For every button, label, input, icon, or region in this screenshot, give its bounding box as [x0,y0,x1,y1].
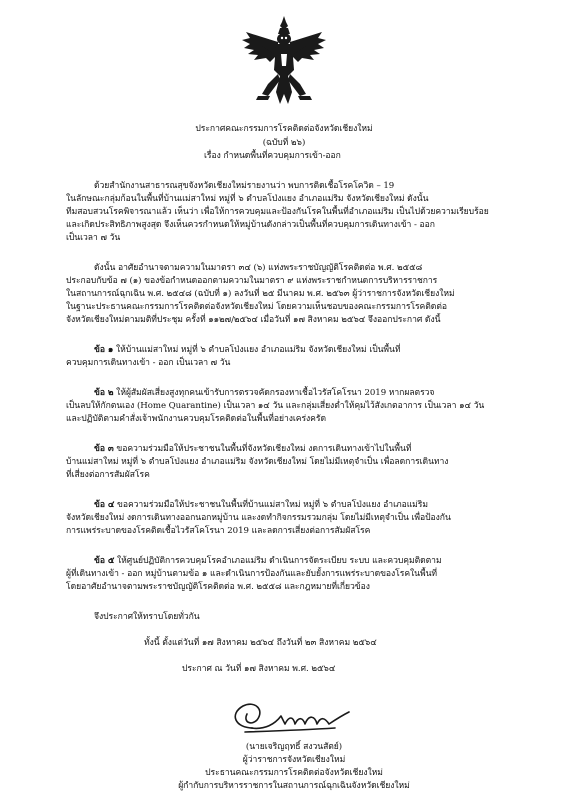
paragraph-2-line-3: ในสถานการณ์ฉุกเฉิน พ.ศ. ๒๕๔๘ (ฉบับที่ ๑) ลงวันที่ ๒๕ มีนาคม พ.ศ. ๒๕๖๓ ผู้ว่าราชการจังหวัดเชียงใหม่ [66,289,455,299]
announcement-title: ประกาศคณะกรรมการโรคติดต่อจังหวัดเชียงใหม่ [195,124,373,134]
signatory-position-2: ประธานคณะกรรมการโรคติดต่อจังหวัดเชียงใหม่ [205,768,383,778]
paragraph-2-line-4: ในฐานะประธานคณะกรรมการโรคติดต่อจังหวัดเชียงใหม่ โดยความเห็นชอบของคณะกรรมการโรคติดต่อ [66,302,447,312]
clause-4-line-3: การแพร่ระบาดของโรคติดเชื้อไวรัสโคโรนา 2019 และลดการเสี่ยงต่อการสัมผัสโรค [66,526,371,536]
paragraph-1-line-4: และเกิดประสิทธิภาพสูงสุด จึงเห็นควรกำหนดให้หมู่บ้านดังกล่าวเป็นพื้นที่ควบคุมการเดินทางเข้า - ออก [66,220,435,230]
clause-4-line-1: ข้อ ๔ ขอความร่วมมือให้ประชาชนในพื้นที่บ้านแม่สาใหม่ หมู่ที่ ๖ ตำบลโป่งแยง อำเภอแม่ริม [94,500,428,510]
signatory-position-1: ผู้ว่าราชการจังหวัดเชียงใหม่ [242,755,346,765]
clause-1-line-2: ควบคุมการเดินทางเข้า - ออก เป็นเวลา ๗ วัน [66,358,231,368]
paragraph-1-line-3: ทีมสอบสวนโรคพิจารณาแล้ว เห็นว่า เพื่อให้การควบคุมและป้องกันโรคในพื้นที่อำเภอแม่ริม เป็นไปด้วยความเรียบร้อย [66,207,489,217]
clause-2-line-3: และปฏิบัติตามคำสั่งเจ้าพนักงานควบคุมโรคติดต่อในพื้นที่อย่างเคร่งครัด [66,414,326,424]
paragraph-1-line-5: เป็นเวลา ๗ วัน [66,233,121,243]
clause-1-line-1: ข้อ ๑ ให้บ้านแม่สาใหม่ หมู่ที่ ๖ ตำบลโป่งแยง อำเภอแม่ริม จังหวัดเชียงใหม่ เป็นพื้นที่ [94,345,401,355]
signatory-name: (นายเจริญฤทธิ์ สงวนสัตย์) [245,742,343,752]
paragraph-2-line-2: ประกอบกับข้อ ๗ (๑) ของข้อกำหนดออกตามความในมาตรา ๙ แห่งพระราชกำหนดการบริหารราชการ [66,276,438,286]
paragraph-2-line-1: ดังนั้น อาศัยอำนาจตามความในมาตรา ๓๔ (๖) แห่งพระราชบัญญัติโรคติดต่อ พ.ศ. ๒๕๕๘ [94,263,423,273]
clause-3-label: ข้อ ๓ [94,444,114,454]
clause-2-line-1: ข้อ ๒ ให้ผู้สัมผัสเสี่ยงสูงทุกคนเข้ารับการตรวจคัดกรองหาเชื้อไวรัสโคโรนา 2019 หากผลตรวจ [94,388,435,398]
clause-3-line-2: บ้านแม่สาใหม่ หมู่ที่ ๖ ตำบลโป่งแยง อำเภอแม่ริม จังหวัดเชียงใหม่ โดยไม่มีเหตุจำเป็น เพื่อลดการเดินทาง [66,457,449,467]
clause-3-line-3: ที่เสี่ยงต่อการสัมผัสโรค [66,470,150,480]
clause-2-label: ข้อ ๒ [94,388,114,398]
clause-4-line-2: จังหวัดเชียงใหม่ งดการเดินทางออกนอกหมู่บ้าน และงดทำกิจกรรมรวมกลุ่ม โดยไม่มีเหตุจำเป็น เพื่อป้องกัน [66,513,451,523]
paragraph-1-line-1: ด้วยสำนักงานสาธารณสุขจังหวัดเชียงใหม่รายงานว่า พบการติดเชื้อโรคโควิด – 19 [94,181,395,191]
paragraph-1-line-2: ในลักษณะกลุ่มก้อนในพื้นที่บ้านแม่สาใหม่ หมู่ที่ ๖ ตำบลโป่งแยง อำเภอแม่ริม จังหวัดเชียงใหม่ ดังนั้น [66,194,429,204]
clause-4-label: ข้อ ๔ [94,500,115,510]
clause-1-label: ข้อ ๑ [94,345,114,355]
garuda-emblem-icon [240,14,328,106]
paragraph-2-line-5: จังหวัดเชียงใหม่ตามมติที่ประชุม ครั้งที่ ๑๑๒๗/๒๕๖๔ เมื่อวันที่ ๑๗ สิงหาคม ๒๕๖๔ จึงออกประกาศ ดังนี้ [66,315,441,325]
announcement-number: (ฉบับที่ ๒๖) [262,138,306,148]
clause-2-line-2: เป็นลบให้กักตนเอง (Home Quarantine) เป็นเวลา ๑๔ วัน และกลุ่มเสี่ยงต่ำให้คุมไว้สังเกตอาการ เป็นเวลา ๑๔ วัน [66,401,485,411]
signatory-position-3: ผู้กำกับการบริหารราชการในสถานการณ์ฉุกเฉินจังหวัดเชียงใหม่ [178,781,410,791]
clause-5-line-1: ข้อ ๕ ให้ศูนย์ปฏิบัติการควบคุมโรคอำเภอแม่ริม ดำเนินการจัดระเบียบ ระบบ และควบคุมติดตาม [94,556,442,566]
clause-3-line-1: ข้อ ๓ ขอความร่วมมือให้ประชาชนในพื้นที่จังหวัดเชียงใหม่ งดการเดินทางเข้าไปในพื้นที่ [94,444,412,454]
announcement-date: ประกาศ ณ วันที่ ๑๗ สิงหาคม พ.ศ. ๒๕๖๔ [182,664,336,674]
closing-statement: จึงประกาศให้ทราบโดยทั่วกัน [94,612,200,622]
clause-5-label: ข้อ ๕ [94,556,115,566]
announcement-subject: เรื่อง กำหนดพื้นที่ควบคุมการเข้า-ออก [204,151,341,161]
effective-period: ทั้งนี้ ตั้งแต่วันที่ ๑๗ สิงหาคม ๒๕๖๔ ถึงวันที่ ๒๓ สิงหาคม ๒๕๖๔ [144,638,377,648]
clause-5-line-3: โดยอาศัยอำนาจตามพระราชบัญญัติโรคติดต่อ พ.ศ. ๒๕๕๘ และกฎหมายที่เกี่ยวข้อง [66,582,370,592]
clause-5-line-2: ผู้ที่เดินทางเข้า - ออก หมู่บ้านตามข้อ ๑ และดำเนินการป้องกันและยับยั้งการแพร่ระบาดของโรคในพื้นที่ [66,569,438,579]
handwritten-signature [225,698,355,734]
